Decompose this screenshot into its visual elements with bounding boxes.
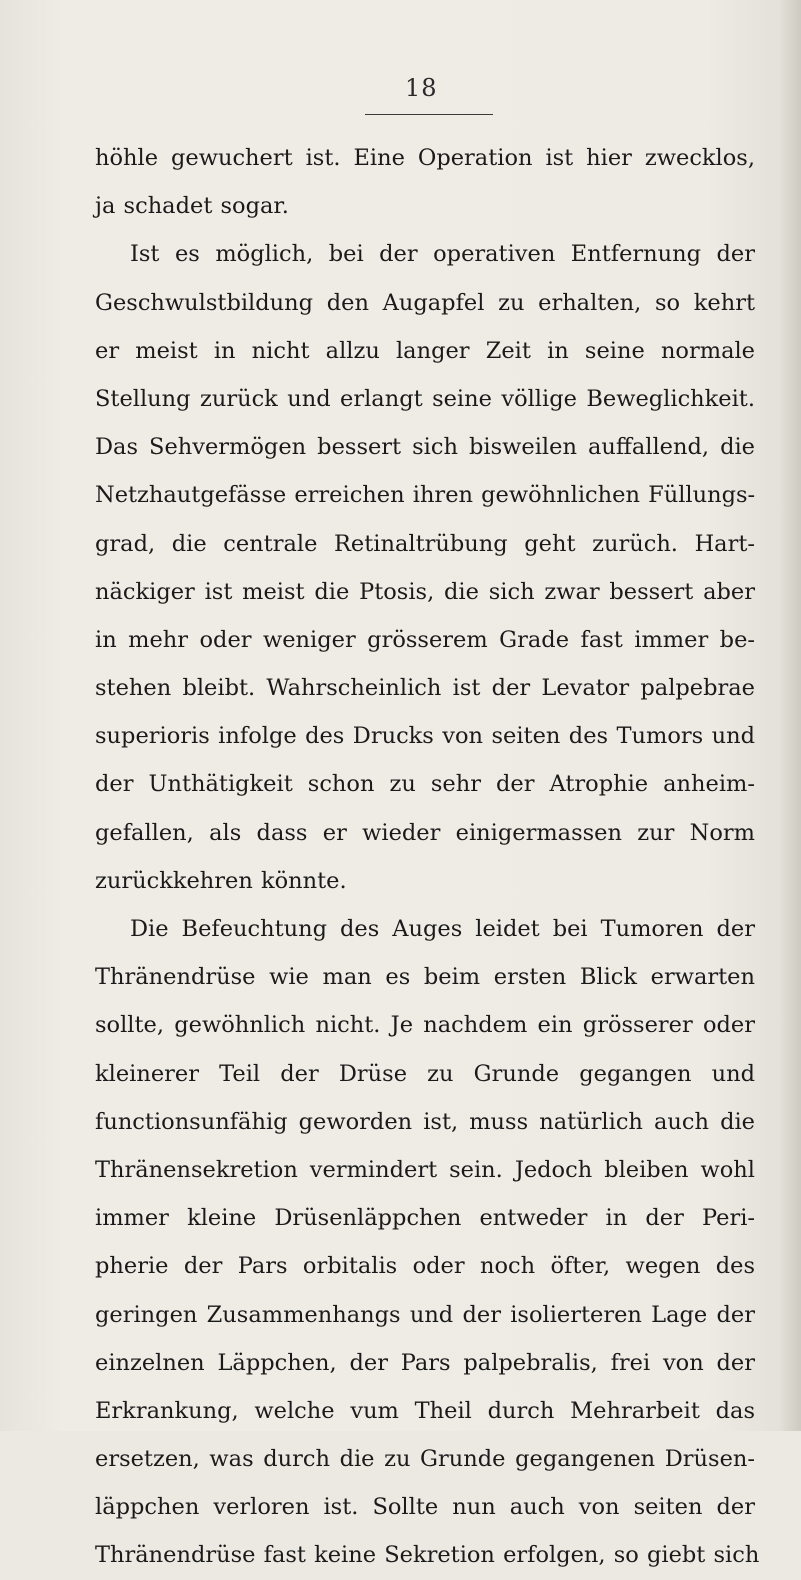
text-line: einzelnen Läppchen, der Pars palpebralis, frei von der bbox=[95, 1349, 755, 1376]
text-line: Thränendrüse fast keine Sekretion erfolgen, so giebt sich bbox=[95, 1542, 760, 1569]
text-line: Die Befeuchtung des Auges leidet bei Tumoren der bbox=[130, 916, 755, 942]
text-line: sollte, gewöhnlich nicht. Je nachdem ein grösserer oder bbox=[95, 1012, 755, 1039]
text-line: höhle gewuchert ist. Eine Operation ist hier zwecklos, bbox=[95, 145, 755, 171]
text-line: Thränendrüse wie man es beim ersten Blick erwarten bbox=[95, 964, 755, 991]
text-line: geringen Zusammenhangs und der isolierteren Lage der bbox=[95, 1301, 755, 1328]
text-line: Erkrankung, welche vum Theil durch Mehrarbeit das bbox=[95, 1397, 755, 1424]
text-line: Stellung zurück und erlangt seine völlige Beweglichkeit. bbox=[95, 385, 755, 412]
page-edge-shadow bbox=[779, 0, 801, 1431]
text-line: er meist in nicht allzu langer Zeit in seine normale bbox=[95, 337, 755, 364]
text-line: gefallen, als dass er wieder einigermassen zur Norm bbox=[95, 819, 755, 846]
text-line: Das Sehvermögen bessert sich bisweilen auffallend, die bbox=[95, 434, 755, 461]
body-text bbox=[95, 134, 760, 1580]
header-rule bbox=[365, 114, 493, 115]
text-line: Netzhautgefässe erreichen ihren gewöhnlichen Füllungs- bbox=[95, 482, 756, 509]
text-line: pherie der Pars orbitalis oder noch öfter, wegen des bbox=[95, 1253, 755, 1280]
text-line: in mehr oder weniger grösserem Grade fast immer be- bbox=[95, 626, 755, 653]
text-line: Geschwulstbildung den Augapfel zu erhalten, so kehrt bbox=[95, 289, 755, 316]
text-line: superioris infolge des Drucks von seiten des Tumors und bbox=[95, 723, 755, 750]
text-line: ja schadet sogar. bbox=[95, 193, 289, 220]
text-line: läppchen verloren ist. Sollte nun auch von seiten der bbox=[95, 1494, 755, 1521]
page-number: 18 bbox=[405, 74, 438, 102]
text-line: Thränensekretion vermindert sein. Jedoch bleiben wohl bbox=[95, 1156, 755, 1183]
text-line: grad, die centrale Retinaltrübung geht zurüch. Hart- bbox=[95, 530, 755, 557]
text-line: Ist es möglich, bei der operativen Entfernung der bbox=[130, 241, 755, 268]
text-line: näckiger ist meist die Ptosis, die sich zwar bessert aber bbox=[95, 578, 755, 605]
text-line: kleinerer Teil der Drüse zu Grunde gegangen und bbox=[95, 1060, 755, 1087]
text-line: zurückkehren könnte. bbox=[95, 867, 347, 894]
text-line: immer kleine Drüsenläppchen entweder in der Peri- bbox=[95, 1205, 755, 1232]
text-line: ersetzen, was durch die zu Grunde gegangenen Drüsen- bbox=[95, 1446, 755, 1473]
text-line: der Unthätigkeit schon zu sehr der Atrophie anheim- bbox=[95, 771, 755, 798]
text-line: functionsunfähig geworden ist, muss natürlich auch die bbox=[95, 1108, 755, 1135]
text-line: stehen bleibt. Wahrscheinlich ist der Levator palpebrae bbox=[95, 675, 755, 702]
